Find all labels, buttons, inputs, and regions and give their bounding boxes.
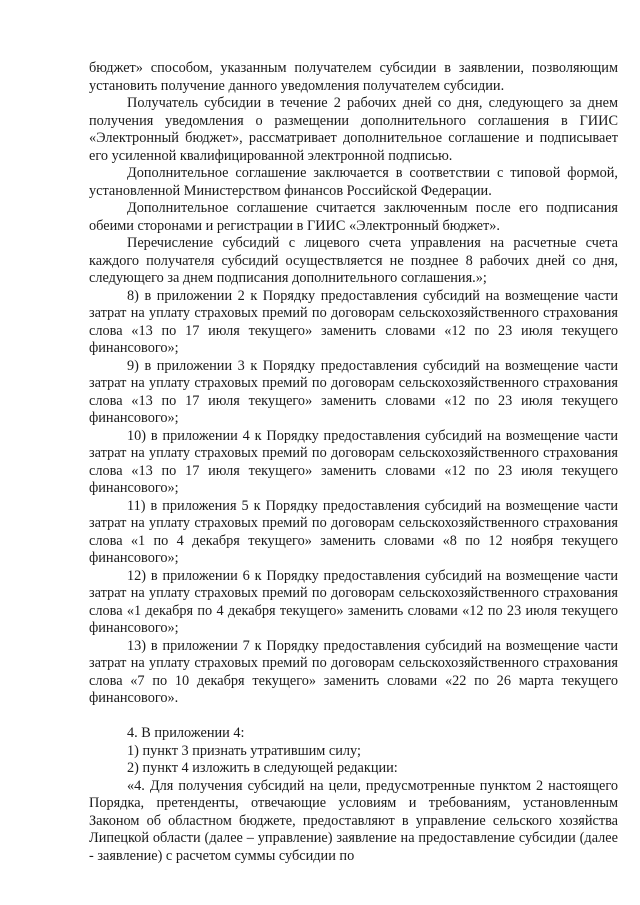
paragraph-recipient-signing: Получатель субсидии в течение 2 рабочих дней со дня, следующего за днем получения уведомления о размещении дополнительного соглашения в ГИИС «Электронный бюджет», рассматривает дополнительное соглашение и подписывает его усиленной квалифицированной электронной подписью.	[89, 95, 618, 164]
paragraph-point-4-text: «4. Для получения субсидий на цели, предусмотренные пунктом 2 настоящего Порядка, претенденты, отвечающие условиям и требованиям, установленным Законом об областном бюджете, предоставляют в управление сельского хозяйства Липецкой области (далее – управление) заявление на предоставление субсидии (далее - заявление) с расчетом суммы субсидии по	[89, 777, 618, 864]
paragraph-transfer-of-subsidies: Перечисление субсидий с лицевого счета управления на расчетные счета каждого получателя субсидий осуществляется не позднее 8 рабочих дней со дня, следующего за днем подписания дополнительного соглашения.»;	[89, 235, 618, 286]
paragraph-agreement-concluded: Дополнительное соглашение считается заключенным после его подписания обеими сторонами и регистрации в ГИИС «Электронный бюджет».	[89, 200, 618, 234]
paragraph-continuation: бюджет» способом, указанным получателем субсидии в заявлении, позволяющим установить получение данного уведомления получателем субсидии.	[89, 60, 618, 94]
paragraph-typical-form: Дополнительное соглашение заключается в соответствии с типовой формой, установленной Министерством финансов Российской Федерации.	[89, 165, 618, 199]
paragraph-section-4-item-1: 1) пункт 3 признать утратившим силу;	[127, 742, 361, 759]
paragraph-item-9: 9) в приложении 3 к Порядку предоставления субсидий на возмещение части затрат на уплату страховых премий по договорам сельскохозяйственного страхования слова «13 по 17 июля текущего» заменить словами «12 по 23 июля текущего финансового»;	[89, 357, 618, 426]
paragraph-section-4-item-2: 2) пункт 4 изложить в следующей редакции:	[127, 760, 398, 776]
paragraph-item-12: 12) в приложении 6 к Порядку предоставления субсидий на возмещение части затрат на уплату страховых премий по договорам сельскохозяйственного страхования слова «1 декабря по 4 декабря текущего» заменить словами «12 по 23 июля текущего финансового»;	[89, 567, 618, 636]
paragraph-item-13: 13) в приложении 7 к Порядку предоставления субсидий на возмещение части затрат на уплату страховых премий по договорам сельскохозяйственного страхования слова «7 по 10 декабря текущего» заменить словами «22 по 26 марта текущего финансового».	[89, 637, 618, 706]
paragraph-item-10: 10) в приложении 4 к Порядку предоставления субсидий на возмещение части затрат на уплату страховых премий по договорам сельскохозяйственного страхования слова «13 по 17 июля текущего» заменить словами «12 по 23 июля текущего финансового»;	[89, 427, 618, 496]
paragraph-item-11: 11) в приложения 5 к Порядку предоставления субсидий на возмещение части затрат на уплату страховых премий по договорам сельскохозяйственного страхования слова «1 по 4 декабря текущего» заменить словами «8 по 12 ноября текущего финансового»;	[89, 497, 618, 566]
paragraph-section-4-heading: 4. В приложении 4:	[127, 725, 245, 741]
paragraph-item-8: 8) в приложении 2 к Порядку предоставления субсидий на возмещение части затрат на уплату страховых премий по договорам сельскохозяйственного страхования слова «13 по 17 июля текущего» заменить словами «12 по 23 июля текущего финансового»;	[89, 287, 618, 356]
